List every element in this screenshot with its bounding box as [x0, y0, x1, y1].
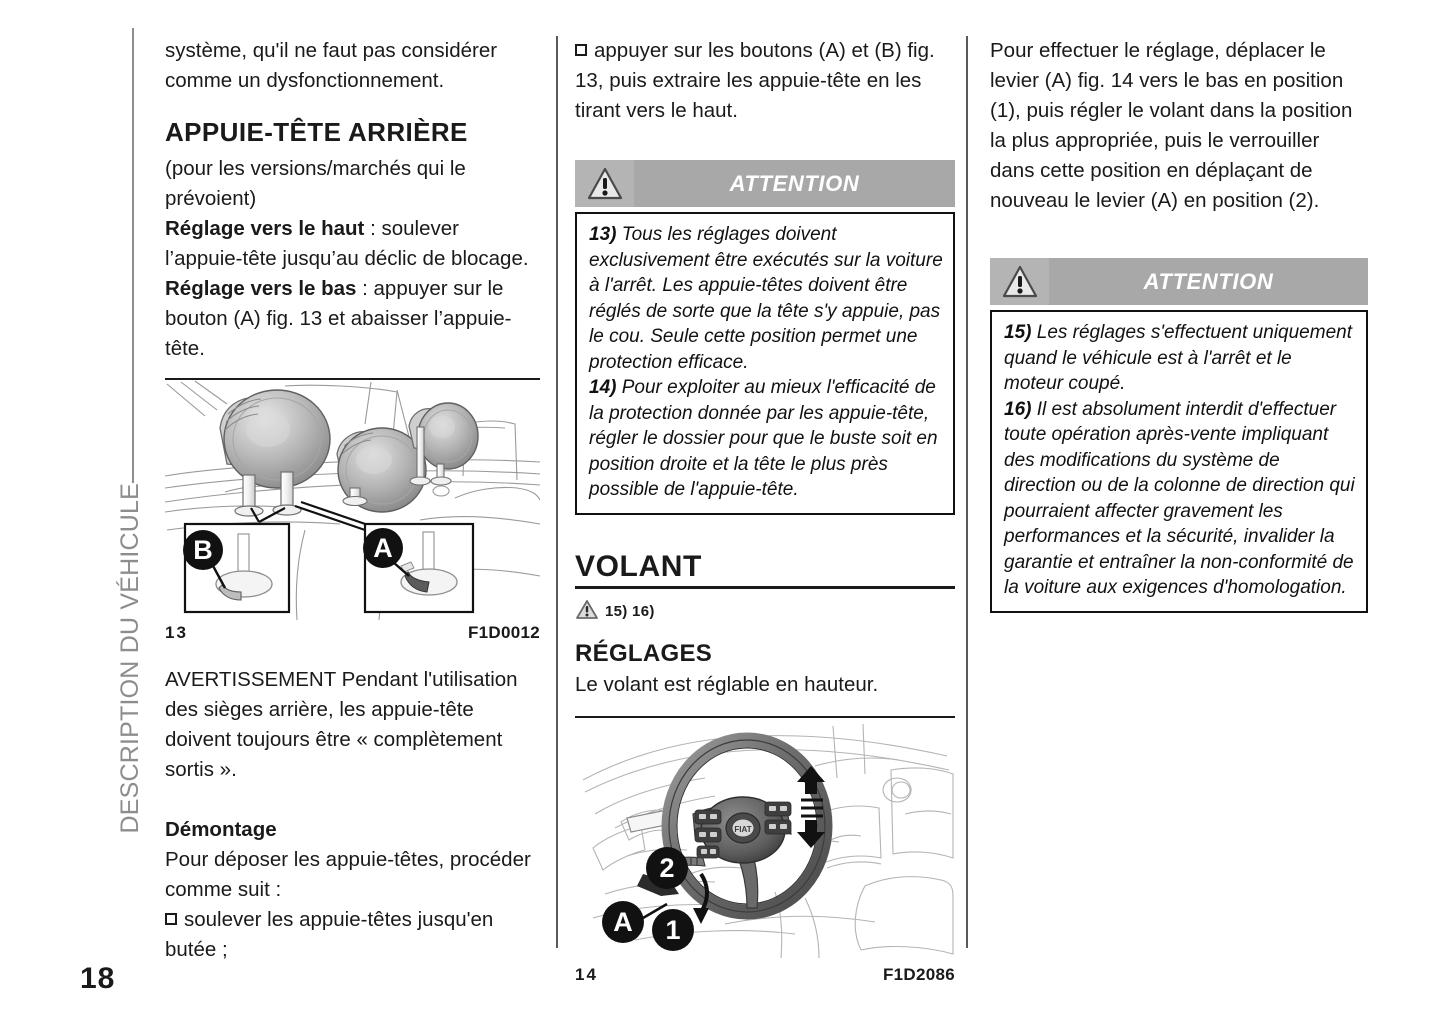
attention-icon-box [990, 258, 1049, 305]
adjust-up-paragraph [165, 214, 540, 274]
inset-a [363, 524, 473, 612]
attention-note [589, 222, 943, 375]
attention-block-1 [575, 160, 955, 515]
attention-banner [575, 160, 955, 207]
bullet-square-icon [165, 913, 177, 925]
svg-text:A: A [373, 533, 393, 563]
subtitle-versions: (pour les versions/marchés qui le prévoient) [165, 157, 466, 210]
svg-text:A: A [613, 906, 633, 937]
column-divider-1 [556, 36, 558, 948]
svg-text:2: 2 [659, 852, 675, 883]
svg-text:B: B [193, 535, 213, 565]
adjust-down-paragraph [165, 274, 540, 364]
figure-13-code: F1D0012 [467, 623, 540, 642]
col2-bullet-text: appuyer sur les boutons (A) et (B) fig. 13, puis extraire les appuie-tête en les tirant vers le haut. [575, 39, 935, 122]
attention-note-text: Les réglages s'effectuent uniquement quand le véhicule est à l'arrêt et le moteur coupé. [1004, 322, 1352, 394]
attention-notes-box [575, 212, 955, 515]
attention-note-number: 15) [1004, 322, 1032, 343]
heading-volant: VOLANT [575, 549, 955, 589]
attention-note-text: Pour exploiter au mieux l'efficacité de la protection donnée par les appuie-tête, régler le dossier pour que le buste soit en position droite et la tête le plus près possible de l'appuie-tête. [589, 377, 938, 500]
heading-appuie-tete-arriere: APPUIE-TÊTE ARRIÈRE [165, 117, 468, 147]
warning-paragraph: AVERTISSEMENT Pendant l'utilisation des sièges arrière, les appuie-tête doivent toujours être « complètement sortis ». [165, 668, 518, 781]
attention-label-box [634, 160, 955, 207]
removal-item-1 [165, 905, 540, 965]
col3-paragraph: Pour effectuer le réglage, déplacer le levier (A) fig. 14 vers le bas en position (1), puis régler le volant dans la position la plus appropriée, puis le verrouiller dans cette position en déplaçant de nouveau le levier (A) en position (2). [990, 39, 1353, 212]
figure-14-caption [575, 962, 955, 985]
page-number: 18 [80, 962, 116, 995]
warning-triangle-icon [587, 167, 623, 200]
attention-icon-box [575, 160, 634, 207]
column-3 [990, 36, 1368, 613]
adjust-up-label: Réglage vers le haut [165, 217, 365, 240]
attention-label-box [1049, 258, 1368, 305]
attention-note-number: 16) [1004, 398, 1032, 420]
column-1 [165, 36, 540, 965]
column-2 [575, 36, 955, 985]
inset-b [183, 524, 289, 612]
intro-paragraph: système, qu'il ne faut pas considérer comme un dysfonctionnement. [165, 39, 498, 92]
attention-note-text: Il est absolument interdit d'effectuer toute opération après-vente impliquant des modifications du système de direction ou de la colonne de direction qui pourraient affecter gravement les performances et la sécurité, invalider la garantie et entraîner la non-conformité de la voiture aux exigences d'homologation. [1004, 398, 1355, 598]
attention-notes-box [990, 310, 1368, 613]
adjust-down-text: : appuyer sur le bouton (A) fig. 13 et abaisser l’appuie-tête. [165, 277, 512, 360]
attention-label: ATTENTION [1143, 268, 1274, 294]
svg-text:FIAT: FIAT [734, 824, 752, 834]
attention-note-number: 13) [589, 224, 617, 245]
svg-text:1: 1 [665, 914, 681, 945]
warning-triangle-icon [1002, 265, 1038, 298]
attention-label: ATTENTION [729, 170, 860, 196]
chapter-tab-label: DESCRIPTION DU VÉHICULE [116, 483, 144, 834]
figure-14-frame [575, 716, 955, 962]
figure-14-illustration [575, 718, 955, 964]
chapter-tab [82, 28, 144, 834]
attention-note [1004, 320, 1356, 397]
figure-13 [165, 378, 540, 643]
adjust-down-label: Réglage vers le bas [165, 277, 357, 300]
updown-arrows [797, 766, 825, 848]
figure-13-number: 13 [165, 623, 188, 642]
figure-13-caption [165, 620, 540, 643]
warning-triangle-small-icon [575, 599, 599, 620]
adjust-up-text: : soulever l’appuie-tête jusqu’au déclic de blocage. [165, 217, 529, 270]
bullet-square-icon [575, 44, 587, 56]
figure-13-frame [165, 378, 540, 620]
figure-14 [575, 716, 955, 985]
attention-banner [990, 258, 1368, 305]
col2-bullet-item [575, 36, 955, 126]
column-divider-2 [966, 36, 968, 948]
attention-block-2 [990, 258, 1368, 613]
removal-intro: Pour déposer les appuie-têtes, procéder comme suit : [165, 848, 531, 901]
attention-note [1004, 397, 1356, 601]
attention-note-number: 14) [589, 377, 617, 398]
figure-14-number: 14 [575, 964, 598, 984]
figure-14-code: F1D2086 [882, 964, 955, 984]
reglages-text: Le volant est réglable en hauteur. [575, 672, 879, 696]
figure-13-illustration [165, 380, 540, 622]
volant-refs-line [575, 599, 955, 623]
volant-refs: 15) 16) [605, 602, 655, 620]
attention-note [589, 375, 943, 503]
heading-demontage: Démontage [165, 818, 277, 841]
heading-reglages: RÉGLAGES [575, 639, 713, 667]
attention-note-text: Tous les réglages doivent exclusivement être exécutés sur la voiture à l'arrêt. Les appuie-têtes doivent être réglés de sorte que la tête s'y appuie, pas le cou. Seule cette position permet une protection efficace. [589, 224, 943, 373]
removal-item-1-text: soulever les appuie-têtes jusqu'en butée ; [165, 908, 494, 961]
